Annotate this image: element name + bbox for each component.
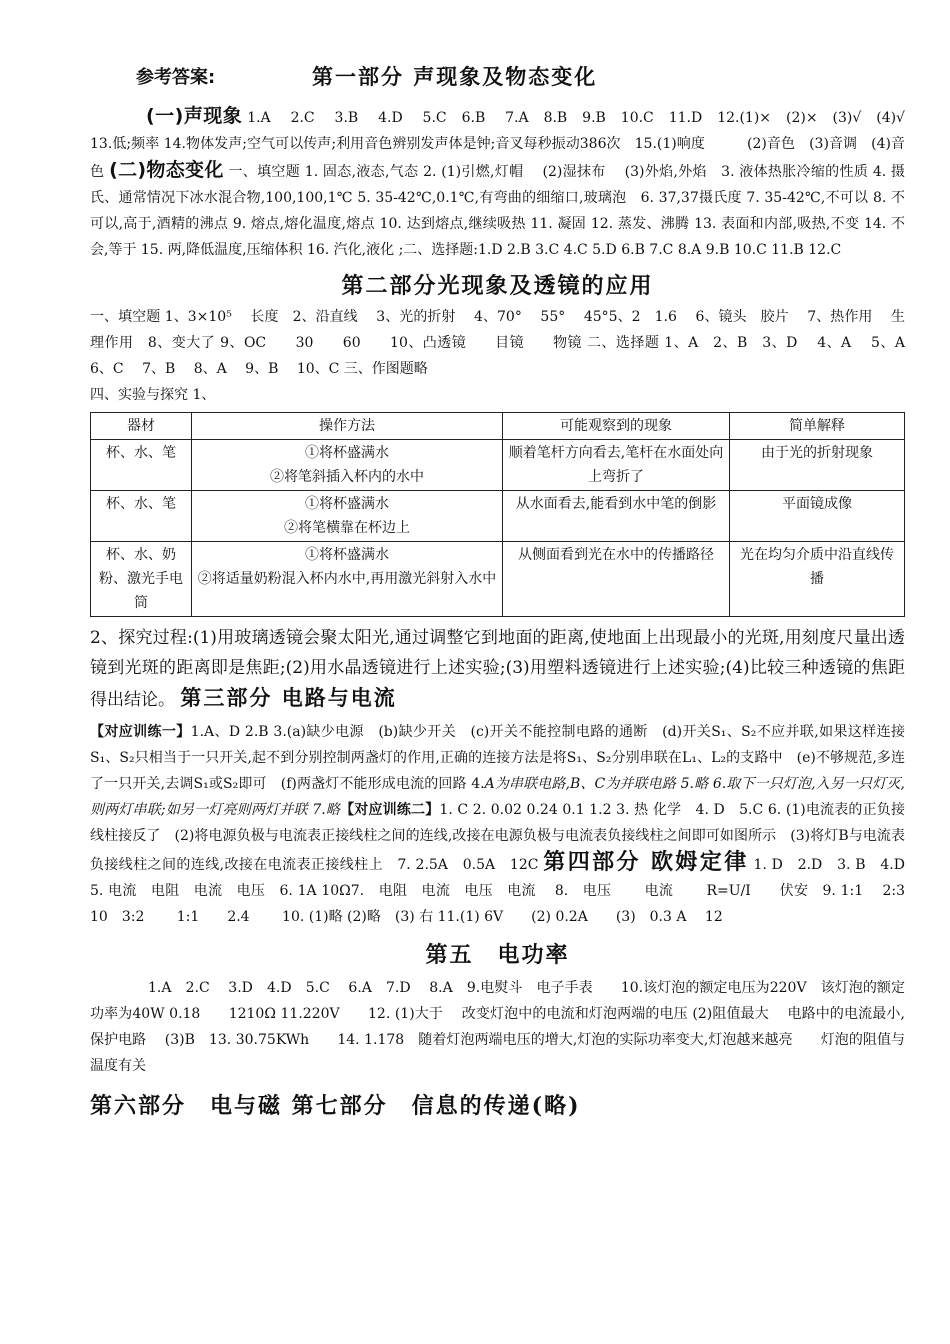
table-row (91, 542, 905, 617)
state-answers: 一、填空题 1. 固态,液态,气态 2. (1)引燃,灯帽 (2)湿抹布 (3)外焰,外焰 3. 液体热胀冷缩的性质 4. 摄氏、通常情况下冰水混合物,100,100,1℃ 5. 35-42℃,0.1℃,有弯曲的细缩口,玻璃泡 6. 37,37摄氏度 7. 35-42℃,不可以 8. 不可以,高于,酒精的沸点 9. 熔点,熔化温度,熔点 10. 达到熔点,继续吸热 11. 凝固 12. 蒸发、沸腾 13. 表面和内部,吸热,不变 14. 不会,等于 15. 两,降低温度,压缩体积 16. 汽化,液化 ;二、选择题:1.D 2.B 3.C 4.C 5.D 6.B 7.C 8.A 9.B 10.C 11.B 12.C (90, 164, 906, 258)
answer-label: 参考答案: (136, 67, 216, 88)
step-text: ②将笔横靠在杯边上 (284, 520, 410, 536)
sound-section (90, 103, 905, 263)
part2-fill-prefix: 一、填空题 1、 (90, 309, 188, 325)
table-cell: 杯、水、笔 (91, 491, 192, 542)
part4-title: 第四部分 欧姆定律 (543, 849, 749, 875)
table-row (91, 440, 905, 491)
table-header: 器材 (91, 413, 192, 440)
answer-page (90, 55, 924, 1120)
part2-fill (90, 304, 924, 382)
part2-title: 第二部分光现象及透镜的应用 (341, 273, 654, 299)
part5-body: 1.A 2.C 3.D 4.D 5.C 6.A 7.D 8.A 9.电熨斗 电子手表 10.该灯泡的额定电压为220V 该灯泡的额定功率为40W 0.18 1210Ω 11.220V 12. (1)大于 改变灯泡中的电流和灯泡两端的电压 (2)阻值最大 电路中的电流最小,保护电路 (3)B 13. 30.75KWh 14. 1.178 随着灯泡两端电压的增大,灯泡的实际功率变大,灯泡越来越亮 灯泡的阻值与温度有关 (90, 980, 905, 1074)
train2-label: 【对应训练二】 (340, 802, 440, 818)
step-text: ①将杯盛满水 (305, 547, 389, 563)
part2-exp-label: 四、实验与探究 1、 (90, 387, 216, 403)
step-text: ①将杯盛满水 (305, 496, 389, 512)
train1-text-b: A为串联电路,B、C为并联电路 5.略 6.取下一只灯泡,入另一只灯灭,则两灯串联;如另一灯亮则两灯并联 7.略 (90, 776, 905, 818)
part2-exp2 (90, 623, 905, 715)
part1-title: 第一部分 声现象及物态变化 (312, 64, 598, 89)
table-header: 可能观察到的现象 (503, 413, 730, 440)
experiment-table (90, 412, 905, 617)
table-cell: 由于光的折射现象 (730, 440, 905, 491)
step-text: ②将适量奶粉混入杯内水中,再用激光斜射入水中 (197, 571, 497, 587)
part67-wrap (90, 1089, 905, 1120)
table-cell: 平面镜成像 (730, 491, 905, 542)
part2-heading-wrap (90, 269, 905, 300)
table-cell: 光在均匀介质中沿直线传播 (730, 542, 905, 617)
sound-answers: 1.A 2.C 3.B 4.D 5.C 6.B 7.A 8.B 9.B 10.C 11.D 12.(1)× (2)× (3)√ (4)√ 13.低;频率 14.物体发声;空气可以传声;利用音色辨别发声体是钟;音叉每秒振动386次 15.(1)响度 (2)音色 (3)音调 (4)音色 (90, 110, 905, 180)
part3-body (90, 719, 924, 930)
train1-label: 【对应训练一】 (90, 724, 191, 740)
table-header: 操作方法 (192, 413, 503, 440)
part2-speed: 3×10⁵ (187, 309, 232, 325)
table-cell: 从侧面看到光在水中的传播路径 (503, 542, 730, 617)
table-cell: 顺着笔杆方向看去,笔杆在水面处向上弯折了 (503, 440, 730, 491)
part2-fill-rest: 长度 2、沿直线 3、光的折射 4、70° 55° 45°5、2 1.6 6、镜头 胶片 7、热作用 生理作用 8、变大了 9、OC 30 60 10、凸透镜 目镜 物镜 二、选择题 1、A 2、B 3、D 4、A 5、A 6、C 7、B 8、A 9、B 10、C 三、作图题略 (90, 309, 924, 377)
table-cell (192, 491, 503, 542)
exp2-text: 2、探究过程:(1)用玻璃透镜会聚太阳光,通过调整它到地面的距离,使地面上出现最小的光斑,用刻度尺量出透镜到光斑的距离即是焦距;(2)用水晶透镜进行上述实验;(3)用塑料透镜进行上述实验;(4)比较三种透镜的焦距得出结论。 (90, 628, 905, 710)
train2-text: 1. C 2. 0.02 0.24 0.1 1.2 3. 热 化学 4. D 5.C 6. (1)电流表的正负接线柱接反了 (2)将电源负极与电流表正接线柱之间的连线,改接在电源负极与电流表负接线柱之间即可如图所示 (3)将灯B与电流表负接线柱之间的连线,改接在电流表正接线柱上 7. 2.5A 0.5A 12C (90, 802, 905, 873)
table-cell: 杯、水、奶粉、激光手电筒 (91, 542, 192, 617)
table-cell (192, 440, 503, 491)
table-header: 简单解释 (730, 413, 905, 440)
step-text: ②将笔斜插入杯内的水中 (270, 469, 424, 485)
table-row (91, 491, 905, 542)
sound-heading: (一)声现象 (146, 105, 243, 127)
part5-title: 第五 电功率 (425, 942, 570, 968)
state-heading: (二)物态变化 (109, 159, 224, 181)
part3-title: 第三部分 电路与电流 (180, 685, 397, 710)
part4-text: 1. D 2.D 3. B 4.D 5. 电流 电阻 电流 电压 6. 1A 10Ω7. 电阻 电流 电压 电流 8. 电压 电流 R=U/I 伏安 9. 1:1 2:3 10 3:2 1:1 2.4 10. (1)略 (2)略 (3) 右 11.(1) 6V (2) 0.2A (3) 0.3 A 12 (90, 857, 924, 925)
part67-title: 第六部分 电与磁 第七部分 信息的传递(略) (90, 1093, 581, 1119)
step-text: ①将杯盛满水 (305, 445, 389, 461)
table-cell (192, 542, 503, 617)
table-cell: 从水面看去,能看到水中笔的倒影 (503, 491, 730, 542)
table-cell: 杯、水、笔 (91, 440, 192, 491)
part5-heading-wrap (90, 938, 905, 969)
train1-text-a: 1.A、D 2.B 3.(a)缺少电源 (b)缺少开关 (c)开关不能控制电路的通断 (d)开关S₁、S₂不应并联,如果这样连接S₁、S₂只相当于一只开关,起不到分别控制两盏灯的作用,正确的连接方法是将S₁、S₂分别串联在L₁、L₂的支路中 (e)不够规范,多连了一只开关,去调S₁或S₂即可 (f)两盏灯不能形成电流的回路 4. (90, 724, 905, 792)
table-header-row (91, 413, 905, 440)
header-row (90, 55, 905, 97)
